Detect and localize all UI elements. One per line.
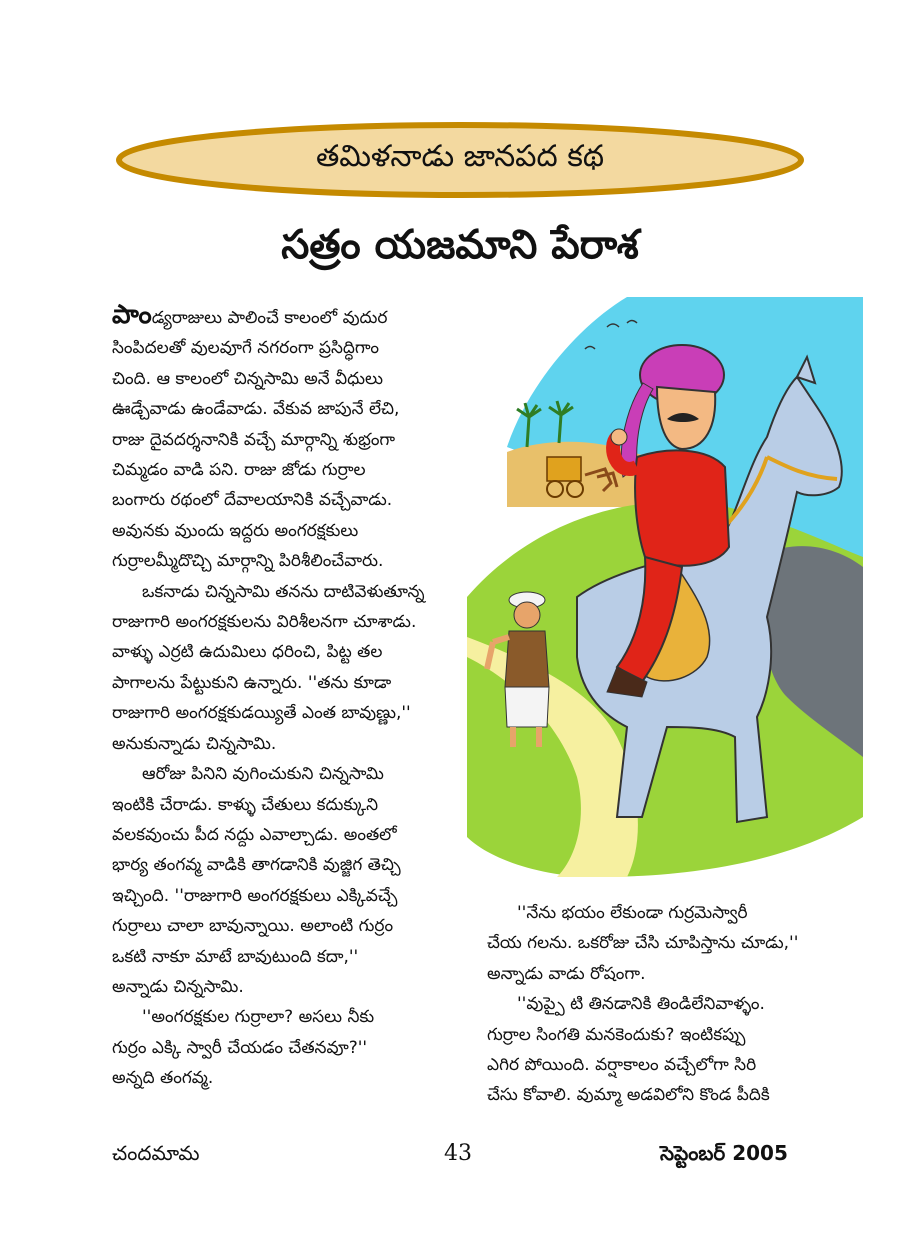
- text-line: గుర్రాల సింగతి మనకెందుకు? ఇంటికప్పు: [487, 1024, 746, 1045]
- text-line: భార్య తంగవ్మ వాడికి తాగడానికి వుజ్జిగ తెచ్చి: [112, 855, 401, 876]
- text-line: చిమ్మడం వాడి పని. రాజు జోడు గుర్రాల: [112, 460, 366, 481]
- page-number: 43: [444, 1141, 472, 1166]
- series-banner: [115, 121, 805, 199]
- text-line: ఎగిర పోయింది. వర్షాకాలం వచ్చేలోగా సిరి: [487, 1055, 757, 1076]
- text-line: అన్నది తంగవ్మ.: [112, 1068, 214, 1089]
- text-line: ''వుప్పై టి తినడానికి తిండిలేనివాళ్ళం.: [517, 994, 765, 1015]
- text-line: ఒకనాడు చిన్నసామి తనను దాటివెళుతూన్న: [142, 581, 425, 602]
- story-illustration: [467, 297, 863, 877]
- text-line: చేసు కోవాలి. వుమ్మా అడవిలోని కొండ పీదికి: [487, 1085, 770, 1106]
- text-line: చింది. ఆ కాలంలో చిన్నసామి అనే వీధులు: [112, 368, 383, 389]
- text-line: చేయ గలను. ఒకరోజు చేసి చూపిస్తాను చూడు,'': [487, 933, 799, 954]
- text-line: ఒకటి నాకూ మాటే బావుటుంది కదా,'': [112, 946, 359, 967]
- drop-word: పాం: [112, 300, 152, 330]
- text-line: గుర్రాలమ్మీదొచ్చి మార్గాన్ని పిరిశీలించేవారు.: [112, 551, 384, 572]
- text-line: అవునకు వుుందు ఇద్దరు అంగరక్షకులు: [112, 520, 359, 541]
- chariot-icon: [547, 457, 581, 481]
- footer-issue: సెప్టెంబర్ 2005: [660, 1141, 788, 1165]
- text-line: బంగారు రథంలో దేవాలయానికి వచ్చేవాడు.: [112, 490, 393, 511]
- series-label: తమిళనాడు జానపద కథ: [315, 139, 605, 174]
- left-column: [112, 300, 472, 1094]
- story-title: సత్రం యజమాని పేరాశ: [281, 222, 639, 268]
- text-line: సింపిదలతో వులవూగే నగరంగా ప్రసిద్ధిగాం: [112, 338, 379, 359]
- text-line: ''అంగరక్షకుల గుర్రాలా? అసలు నీకు: [142, 1007, 375, 1028]
- text-line: పాగాలను పేట్టుకుని ఉన్నారు. ''తను కూడా: [112, 672, 392, 693]
- footer-magazine: చందమామ: [112, 1141, 200, 1165]
- text-line: వాళ్ళు ఎర్రటి ఉదుమిలు ధరించి, పిట్ట తల: [112, 642, 383, 663]
- text-line: రాజుగారి అంగరక్షకుడయ్యితే ఎంత బావుణ్ణు,'': [112, 703, 411, 724]
- text-line: అనుకున్నాడు చిన్నసామి.: [112, 733, 277, 754]
- text-line: ఇంటికి చేరాడు. కాళ్ళు చేతులు కదుక్కుని: [112, 794, 379, 815]
- right-column: [487, 898, 817, 1111]
- text-line: గుర్రాలు చాలా బావున్నాయి. అలాంటి గుర్రం: [112, 916, 394, 937]
- text-line: ఆరోజు పినిని వుగించుకుని చిన్నసామి: [142, 764, 384, 785]
- text-line: అన్నాడు వాడు రోషంగా.: [487, 963, 646, 984]
- text-line: ''నేను భయం లేకుండా గుర్రమెస్వారీ: [517, 903, 748, 923]
- text-line: ఇచ్చింది. ''రాజుగారి అంగరక్షకులు ఎక్కివచ్చే: [112, 885, 398, 906]
- text-line: రాజు దైవదర్శనానికి వచ్చే మార్గాన్ని శుభ్రంగా: [112, 429, 396, 450]
- text-line: రాజుగారి అంగరక్షకులను విరిశీలనగా చూశాడు.: [112, 612, 417, 633]
- text-line: వలకవుంచు పీద నద్దు ఎవాల్చాడు. అంతలో: [112, 824, 397, 845]
- text-line: పాండ్యరాజులు పాలించే కాలంలో వుదుర: [112, 300, 388, 330]
- text-line: ఊడ్చేవాడు ఉండేవాడు. వేకువ జాపునే లేచి,: [112, 399, 400, 420]
- text-line: గుర్రం ఎక్కి స్వారీ చేయడం చేతనవూ?'': [112, 1037, 368, 1058]
- text-line: అన్నాడు చిన్నసామి.: [112, 976, 244, 997]
